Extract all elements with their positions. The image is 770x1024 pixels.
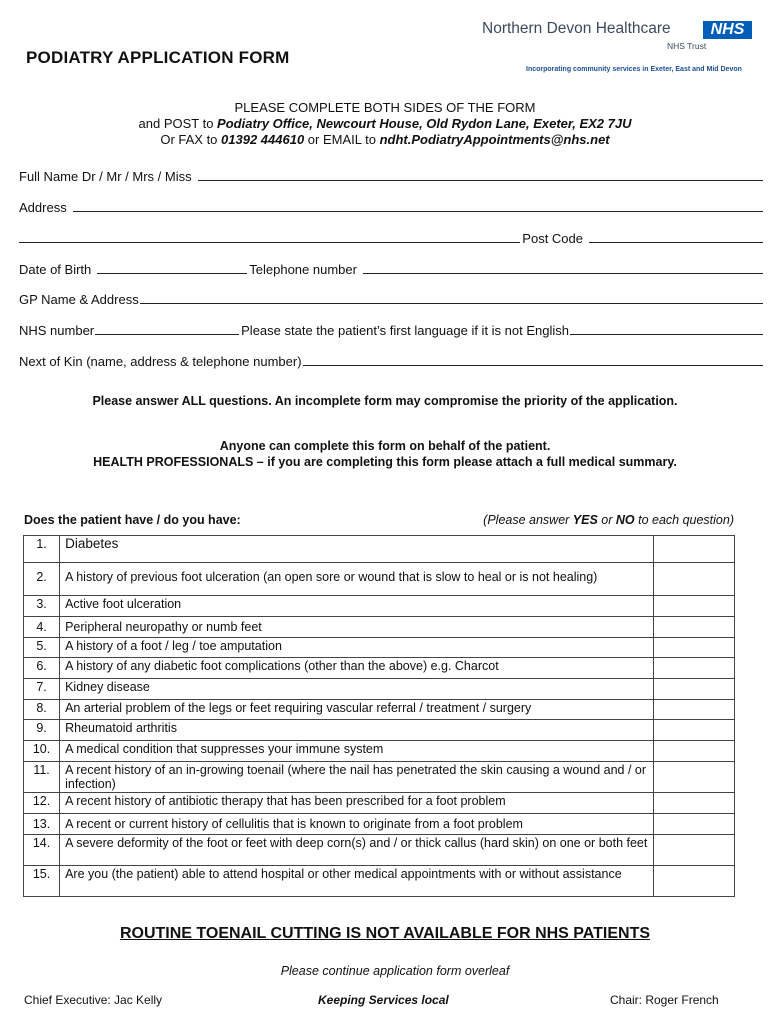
full-name-label: Full Name Dr / Mr / Mrs / Miss [19,169,192,184]
trust-label: NHS Trust [667,41,707,51]
health-professionals-note: HEALTH PROFESSIONALS – if you are completing this form please attach a full medical summary. [93,455,677,469]
full-name-field[interactable] [19,169,765,184]
address-field[interactable] [19,200,765,215]
question-row [24,741,735,762]
dob-line[interactable] [97,272,247,274]
question-row [24,835,735,866]
answer-cell[interactable] [653,617,734,638]
next-of-kin-label: Next of Kin (name, address & telephone number) [19,354,302,369]
answer-cell[interactable] [653,596,734,617]
question-number: 2. [24,563,60,596]
email-prefix: or EMAIL to [304,132,380,147]
question-row [24,638,735,658]
question-number: 15. [24,866,60,897]
question-number: 12. [24,793,60,814]
dob-label: Date of Birth [19,262,92,277]
instruction-post [0,116,770,131]
question-number: 5. [24,638,60,658]
question-row [24,793,735,814]
fax-prefix: Or FAX to [160,132,222,147]
full-name-line[interactable] [198,179,763,181]
question-row [24,814,735,835]
question-row [24,536,735,563]
language-line[interactable] [570,333,763,335]
answer-cell[interactable] [653,762,734,793]
answer-cell[interactable] [653,638,734,658]
nhs-language-row[interactable] [19,323,765,338]
org-name: Northern Devon Healthcare [482,20,671,37]
question-text: A history of previous foot ulceration (an open sore or wound that is slow to heal or is not healing) [60,563,654,596]
instr-pre: (Please answer [483,513,573,527]
address-postcode-row[interactable] [19,231,765,246]
answer-cell[interactable] [653,679,734,700]
language-label: Please state the patient’s first language if it is not English [241,323,569,338]
answer-cell[interactable] [653,793,734,814]
question-number: 8. [24,700,60,720]
dob-phone-row[interactable] [19,262,765,277]
question-number: 9. [24,720,60,741]
post-code-line[interactable] [589,241,763,243]
question-number: 6. [24,658,60,679]
question-row [24,617,735,638]
question-row [24,679,735,700]
footer-ceo: Chief Executive: Jac Kelly [24,993,163,1007]
gp-line[interactable] [140,302,763,304]
question-row [24,658,735,679]
question-number: 3. [24,596,60,617]
instr-post: to each question) [634,513,734,527]
question-number: 10. [24,741,60,762]
next-of-kin-field[interactable] [19,354,765,369]
address-line-2[interactable] [19,241,520,243]
gp-label: GP Name & Address [19,292,139,307]
question-number: 14. [24,835,60,866]
nhs-number-line[interactable] [95,333,239,335]
nhs-trust-logo [482,20,752,80]
answer-cell[interactable] [653,700,734,720]
question-number: 11. [24,762,60,793]
routine-notice: ROUTINE TOENAIL CUTTING IS NOT AVAILABLE FOR NHS PATIENTS [119,925,651,942]
question-number: 13. [24,814,60,835]
telephone-label: Telephone number [249,262,357,277]
question-text: A history of a foot / leg / toe amputation [60,638,654,658]
gp-field[interactable] [19,292,765,307]
instr-yes: YES [572,513,598,527]
nhs-badge: NHS [703,21,752,39]
page-title: PODIATRY APPLICATION FORM [26,48,290,67]
answer-cell[interactable] [653,866,734,897]
question-text: A recent or current history of cellulitis that is known to originate from a foot problem [60,814,654,835]
strapline: Incorporating community services in Exeter, East and Mid Devon [526,66,742,73]
answer-cell[interactable] [653,658,734,679]
next-of-kin-line[interactable] [303,364,763,366]
answer-cell[interactable] [653,563,734,596]
question-text: Rheumatoid arthritis [60,720,654,741]
overleaf-note: Please continue application form overleaf [280,964,510,978]
question-text: A severe deformity of the foot or feet with deep corn(s) and / or thick callus (hard skin) on one or both feet [60,835,654,866]
question-row [24,596,735,617]
footer-chair: Chair: Roger French [610,993,719,1007]
question-row [24,720,735,741]
fax-number: 01392 444610 [221,132,305,147]
question-text: An arterial problem of the legs or feet requiring vascular referral / treatment / surgery [60,700,654,720]
question-text: Peripheral neuropathy or numb feet [60,617,654,638]
questions-heading: Does the patient have / do you have: [24,513,241,527]
question-text: Diabetes [60,536,654,563]
question-row [24,563,735,596]
question-row [24,866,735,897]
post-address: Podiatry Office, Newcourt House, Old Rydon Lane, Exeter, EX2 7JU [217,116,632,131]
question-text: Active foot ulceration [60,596,654,617]
question-text: A recent history of an in-growing toenail (where the nail has penetrated the skin causing a wound and / or infection) [60,762,654,793]
instruction-fax-email [0,132,770,147]
question-number: 1. [24,536,60,563]
instr-no: NO [615,513,635,527]
address-label: Address [19,200,67,215]
question-row [24,700,735,720]
question-text: A recent history of antibiotic therapy that has been prescribed for a foot problem [60,793,654,814]
question-text: Kidney disease [60,679,654,700]
answer-cell[interactable] [653,835,734,866]
question-number: 7. [24,679,60,700]
question-text: Are you (the patient) able to attend hospital or other medical appointments with or without assistance [60,866,654,897]
nhs-number-label: NHS number [19,323,95,338]
footer-motto: Keeping Services local [318,993,449,1007]
post-code-label: Post Code [522,231,583,246]
questions-table [23,535,735,897]
question-number: 4. [24,617,60,638]
instr-or: or [597,513,616,527]
answer-all-note: Please answer ALL questions. An incomplete form may compromise the priority of the application. [92,394,678,408]
answer-cell[interactable] [653,814,734,835]
anyone-note: Anyone can complete this form on behalf of the patient. [219,439,551,453]
post-prefix: and POST to [138,116,218,131]
telephone-line[interactable] [363,272,763,274]
question-text: A medical condition that suppresses your immune system [60,741,654,762]
instruction-complete: PLEASE COMPLETE BOTH SIDES OF THE FORM [234,100,536,115]
address-line[interactable] [73,210,763,212]
answer-cell[interactable] [653,720,734,741]
answer-cell[interactable] [653,536,734,563]
questions-instruction [483,513,734,527]
question-row [24,762,735,793]
answer-cell[interactable] [653,741,734,762]
question-text: A history of any diabetic foot complications (other than the above) e.g. Charcot [60,658,654,679]
email-address[interactable]: ndht.PodiatryAppointments@nhs.net [379,132,610,147]
